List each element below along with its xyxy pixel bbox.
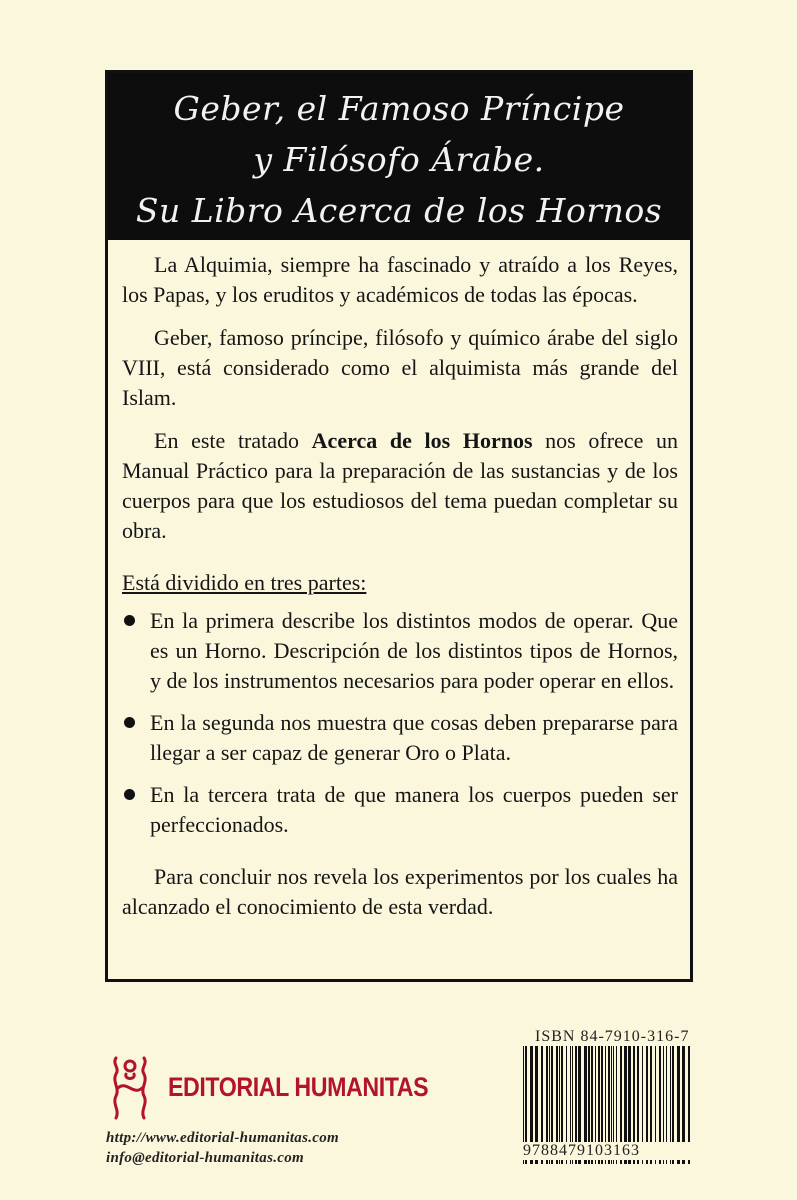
list-item (122, 780, 678, 840)
paragraph-geber: Geber, famoso príncipe, filósofo y químico árabe del siglo VIII, está considerado como el alquimista más grande del Islam. (122, 325, 678, 410)
ean-number: 9788479103163 (520, 1142, 695, 1160)
title-line-1: Geber, el Famoso Príncipe (173, 89, 625, 128)
part-text: En la primera describe los distintos modos de operar. Que es un Horno. Descripción de los distintos tipos de Hornos, y de los instrumentos necesarios para poder operar en ellos. (150, 608, 678, 693)
paragraph-treatise-start: En este tratado (154, 428, 312, 453)
list-item (122, 708, 678, 768)
email-link[interactable]: info@editorial-humanitas.com (106, 1150, 304, 1166)
isbn-label: ISBN 84-7910-316-7 (535, 1028, 690, 1045)
book-title-bold: Acerca de los Hornos (311, 428, 533, 453)
title-banner (108, 73, 690, 240)
bullet-icon (124, 717, 135, 728)
paragraph-conclusion: Para concluir nos revela los experimentos por los cuales ha alcanzado el conocimiento de esta verdad. (122, 864, 678, 919)
website-link[interactable]: http://www.editorial-humanitas.com (106, 1130, 340, 1146)
parts-list (122, 606, 678, 840)
title-line-2: y Filósofo Árabe. (253, 140, 545, 179)
paragraph-intro: La Alquimia, siempre ha fascinado y atraído a los Reyes, los Papas, y los eruditos y académicos de todas las épocas. (122, 252, 678, 307)
paragraph-treatise (122, 426, 678, 546)
title-line-3: Su Libro Acerca de los Hornos (135, 191, 663, 230)
bullet-icon (124, 615, 135, 626)
publisher-logo-icon (108, 1052, 156, 1122)
paragraph-treatise-end: nos ofrece un Manual Práctico para la preparación de las sustancias y de los cuerpos para que los estudiosos del tema puedan completar su obra. (122, 428, 678, 543)
part-text: En la segunda nos muestra que cosas deben prepararse para llegar a ser capaz de generar Oro o Plata. (150, 710, 678, 765)
parts-heading: Está dividido en tres partes: (122, 570, 367, 595)
publisher-name: EDITORIAL HUMANITAS (168, 1072, 429, 1102)
description-body (108, 240, 690, 922)
part-text: En la tercera trata de que manera los cuerpos pueden ser perfeccionados. (150, 782, 678, 837)
bullet-icon (124, 789, 135, 800)
list-item (122, 606, 678, 696)
description-panel (105, 70, 693, 982)
